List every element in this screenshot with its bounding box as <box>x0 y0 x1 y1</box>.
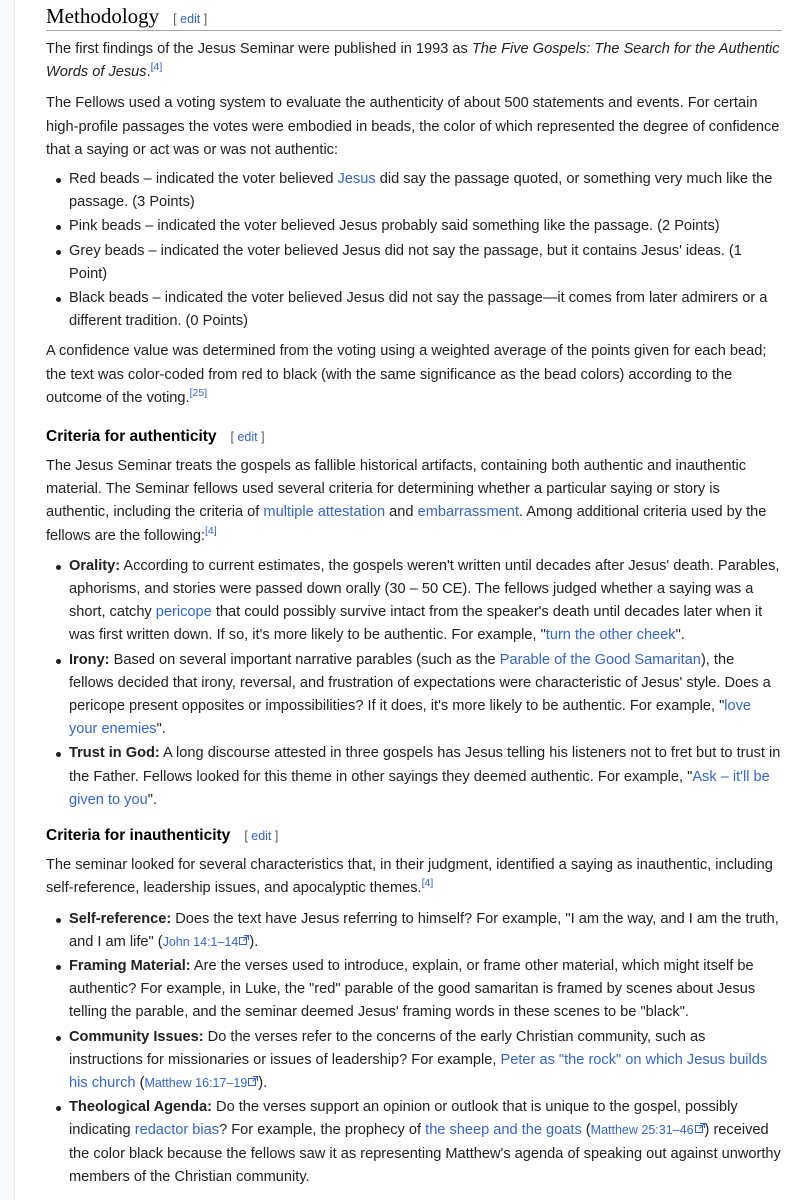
ref-text: John 14:1–14 <box>162 934 239 949</box>
edit-link-inauthenticity[interactable]: edit <box>251 829 272 844</box>
citation <box>151 61 163 73</box>
citation-link[interactable]: [4] <box>150 61 163 74</box>
list-item-irony <box>69 649 782 742</box>
external-link-matthew-25[interactable] <box>591 1123 705 1137</box>
list-item-framing-material <box>69 955 782 1025</box>
list-item-black-beads: Black beads – indicated the voter believed Jesus did not say the passage—it comes from later admirers or a different tradition. (0 Points) <box>69 287 782 333</box>
text-span: that could possibly survive intact from the speaker's death until decades later when it was first written down. If so, it's more likely to be authentic. For example, " <box>69 604 763 644</box>
link-peter-the-rock[interactable]: Peter as "the rock" on which Jesus builds his church <box>69 1051 768 1091</box>
text-span: The first findings of the Jesus Seminar were published in 1993 as <box>46 41 472 57</box>
text-span: Do the verses refer to the concerns of the early Christian community, such as instructions for missionaries or issues of leadership? For example, <box>69 1028 706 1068</box>
link-pericope[interactable]: pericope <box>155 604 212 621</box>
citation <box>190 387 208 399</box>
ref-text: Matthew 25:31–46 <box>590 1123 694 1138</box>
link-sheep-and-goats[interactable]: the sheep and the goats <box>425 1122 582 1139</box>
list-item-orality <box>69 555 782 648</box>
edit-link-authenticity[interactable]: edit <box>237 430 258 445</box>
list-item-trust-in-god <box>69 742 782 812</box>
section-heading-inauthenticity <box>46 827 782 845</box>
term-irony: Irony: <box>69 651 110 668</box>
term-trust-in-god: Trust in God: <box>69 745 160 762</box>
text-span: A long discourse attested in three gospels has Jesus telling his listeners not to fret but to trust in the Father. Fellows looked for this theme in other sayings they deemed authentic. For example, " <box>69 745 781 785</box>
text-span: Are the verses used to introduce, explain, or frame other material, which might itself be authentic? For example, in Luke, the "red" parable of the good samaritan is framed by scenes about Jesus telling the parable, and the seminar deemed Jesus' framing words in these scenes to be "black". <box>69 957 756 1021</box>
link-jesus[interactable]: Jesus <box>337 171 376 188</box>
link-multiple-attestation[interactable]: multiple attestation <box>263 504 386 521</box>
bead-list <box>46 168 782 333</box>
text-span: ". <box>147 791 157 808</box>
text-span: The Jesus Seminar treats the gospels as fallible historical artifacts, containing both authentic and inauthentic material. The Seminar fellows used several criteria for determining whether a particular saying or story is authentic, including the criteria of <box>46 458 747 521</box>
term-framing-material: Framing Material: <box>69 957 191 974</box>
edit-link-methodology[interactable]: edit <box>180 12 201 26</box>
list-item-self-reference <box>69 908 782 954</box>
external-link-icon <box>239 935 249 945</box>
text-span: Do the verses support an opinion or outlook that is unique to the gospel, possibly indicating <box>69 1099 738 1139</box>
link-good-samaritan[interactable]: Parable of the Good Samaritan <box>499 651 701 668</box>
book-title: The Five Gospels: The Search for the Authentic Words of Jesus <box>46 41 780 81</box>
external-link-matthew-16[interactable] <box>144 1076 258 1090</box>
heading-criteria-inauthenticity: Criteria for inauthenticity <box>46 827 231 845</box>
text-span: Red beads – indicated the voter believed <box>69 171 338 188</box>
ref-text: Matthew 16:17–19 <box>144 1075 248 1090</box>
list-item-community-issues <box>69 1026 782 1096</box>
paragraph-confidence-value <box>46 340 782 410</box>
text-span: ), the fellows decided that irony, reversal, and frustration of expectations were characteristic of Jesus' style. Does a pericope present opposites or impossibilities? If it does, it's more likely to be authentic. For example, " <box>69 651 771 715</box>
list-item-grey-beads: Grey beads – indicated the voter believed Jesus did not say the passage, but it contains Jesus' ideas. (1 Point) <box>69 240 782 286</box>
text-span: Does the text have Jesus referring to himself? For example, "I am the way, and I am the truth, and I am life" ( <box>69 910 779 950</box>
text-span: ? For example, the prophecy of <box>219 1122 426 1139</box>
link-love-your-enemies[interactable]: love your enemies <box>69 698 752 738</box>
heading-methodology: Methodology <box>46 4 160 28</box>
link-ask-given[interactable]: Ask – it'll be given to you <box>69 768 770 808</box>
external-link-icon <box>248 1076 258 1086</box>
left-margin-strip <box>0 0 15 1200</box>
text-span: ( <box>581 1122 591 1139</box>
text-span: ( <box>135 1074 145 1091</box>
text-span: The seminar looked for several characteristics that, in their judgment, identified a saying as inauthentic, including self-reference, leadership issues, and apocalyptic themes. <box>46 857 773 897</box>
article-content <box>46 0 782 1190</box>
text-span: ". <box>156 721 166 738</box>
section-heading-authenticity <box>46 428 782 446</box>
citation-link[interactable]: [25] <box>189 386 208 399</box>
link-redactor-bias[interactable]: redactor bias <box>134 1122 220 1139</box>
link-turn-the-other-cheek[interactable]: turn the other cheek <box>545 627 676 644</box>
text-span: ). <box>258 1074 268 1091</box>
paragraph-inauthenticity-intro <box>46 854 782 900</box>
heading-criteria-authenticity: Criteria for authenticity <box>46 428 217 446</box>
authenticity-criteria-list <box>46 555 782 812</box>
external-link-john[interactable] <box>163 935 250 949</box>
paragraph-authenticity-intro <box>46 455 782 548</box>
text-span: According to current estimates, the gospels weren't written until decades after Jesus' death. Parables, aphorisms, and stories were passed down orally (30 – 50 CE). The fellows judged whether a saying was a short, catchy <box>69 557 780 621</box>
section-heading-methodology <box>46 4 782 31</box>
edit-section-methodology: [ edit ] <box>173 12 208 26</box>
list-item-red-beads <box>69 168 782 214</box>
term-theological-agenda: Theological Agenda: <box>69 1099 212 1116</box>
citation <box>422 877 434 889</box>
term-self-reference: Self-reference: <box>69 910 172 927</box>
paragraph-first-findings <box>46 38 782 84</box>
inauthenticity-criteria-list <box>46 908 782 1189</box>
text-span: . Among additional criteria used by the fellows are the following: <box>46 504 767 544</box>
paragraph-voting-system: The Fellows used a voting system to evaluate the authenticity of about 500 statements and events. For certain high-profile passages the votes were embodied in beads, the color of which represented the degree of confidence that a saying or act was or was not authentic: <box>46 95 780 158</box>
text-span: ). <box>249 933 259 950</box>
link-embarrassment[interactable]: embarrassment <box>417 504 519 521</box>
text-span: and <box>385 504 418 521</box>
external-link-icon <box>695 1123 705 1133</box>
citation <box>205 525 217 537</box>
text-span: ". <box>675 627 685 644</box>
text-span: Based on several important narrative parables (such as the <box>109 651 500 668</box>
citation-link[interactable]: [4] <box>205 524 217 537</box>
text-span: . <box>146 64 151 81</box>
term-community-issues: Community Issues: <box>69 1028 204 1045</box>
edit-section-authenticity: [ edit ] <box>230 430 265 445</box>
text-span: A confidence value was determined from the voting using a weighted average of the points given for each bead; the text was color-coded from red to black (with the same significance as the bead colors) according to the outcome of the voting. <box>46 343 767 406</box>
citation-link[interactable]: [4] <box>421 877 434 890</box>
term-orality: Orality: <box>69 557 121 574</box>
edit-section-inauthenticity: [ edit ] <box>244 829 279 844</box>
list-item-pink-beads: Pink beads – indicated the voter believed Jesus probably said something like the passage. (2 Points) <box>69 215 782 238</box>
list-item-theological-agenda <box>69 1096 782 1189</box>
text-span: ) received the color black because the fellows saw it as representing Matthew's agenda of speaking out against unworthy members of the Christian community. <box>69 1122 781 1185</box>
text-span: did say the passage quoted, or something very much like the passage. (3 Points) <box>69 171 773 211</box>
